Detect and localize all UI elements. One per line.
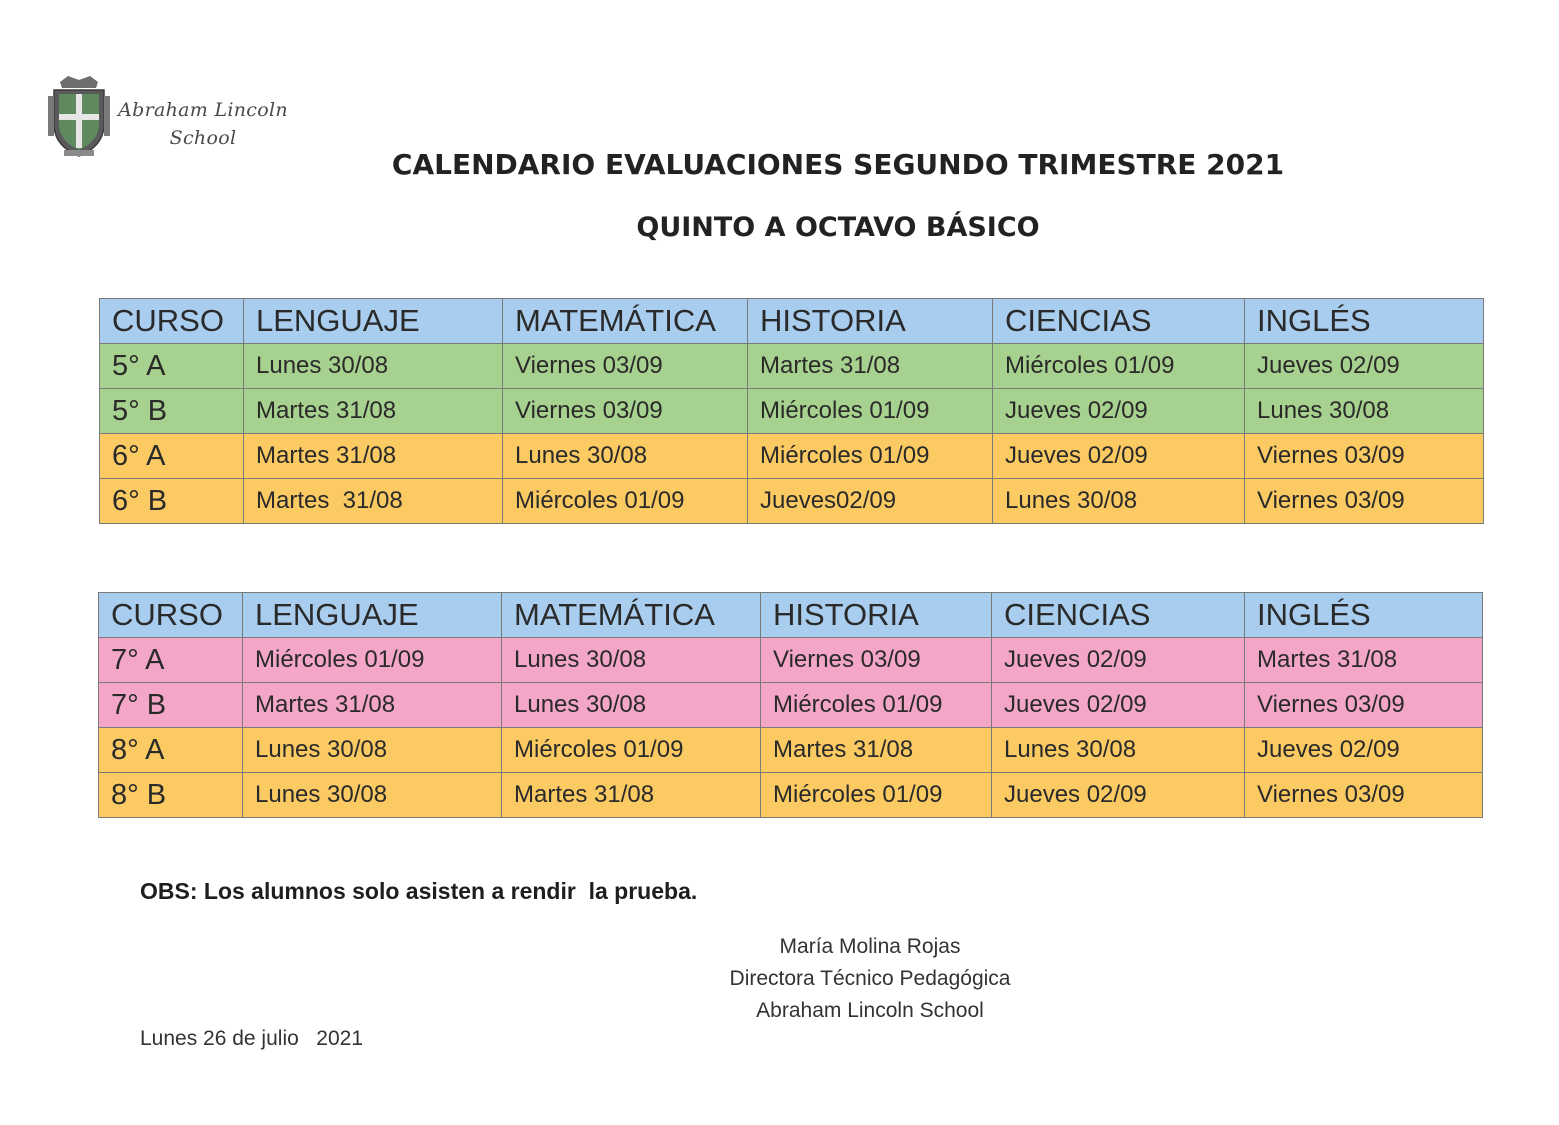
table-row [99,638,1483,683]
header-ciencias: CIENCIAS [993,299,1245,344]
table-row [99,728,1483,773]
date-cell: Lunes 30/08 [503,434,748,479]
signer-school: Abraham Lincoln School [756,999,984,1022]
date-cell: Martes 31/08 [244,389,503,434]
header-historia: HISTORIA [761,593,992,638]
date-cell: Viernes 03/09 [503,389,748,434]
table-row [100,389,1484,434]
date-cell: Martes 31/08 [244,434,503,479]
date-cell: Lunes 30/08 [993,479,1245,524]
date-cell: Jueves 02/09 [993,434,1245,479]
date-cell: Martes 31/08 [1245,638,1483,683]
date-cell: Miércoles 01/09 [993,344,1245,389]
course-cell: 7° B [99,683,243,728]
date-cell: Miércoles 01/09 [748,434,993,479]
header-curso: CURSO [99,593,243,638]
course-cell: 5° A [100,344,244,389]
date-cell: Jueves 02/09 [992,773,1245,818]
table-header-row [100,299,1484,344]
date-cell: Lunes 30/08 [992,728,1245,773]
schedule-table-5-6 [99,298,1484,524]
header-ingles: INGLÉS [1245,593,1483,638]
observation-note [140,878,697,905]
table-row [100,479,1484,524]
date-cell: Miércoles 01/09 [761,773,992,818]
date-cell: Viernes 03/09 [761,638,992,683]
course-cell: 6° B [100,479,244,524]
date-cell: Viernes 03/09 [1245,683,1483,728]
obs-label: OBS [140,878,190,904]
date-cell: Martes 31/08 [243,683,502,728]
date-cell: Miércoles 01/09 [748,389,993,434]
course-cell: 8° B [99,773,243,818]
document-subtitle: QUINTO A OCTAVO BÁSICO [636,212,1040,243]
date-cell: Viernes 03/09 [1245,479,1484,524]
schedule-table-7-8 [98,592,1483,818]
date-cell: Viernes 03/09 [1245,434,1484,479]
date-cell: Lunes 30/08 [502,638,761,683]
course-cell: 5° B [100,389,244,434]
date-cell: Jueves 02/09 [993,389,1245,434]
header-ingles: INGLÉS [1245,299,1484,344]
date-cell: Jueves 02/09 [1245,728,1483,773]
header-matematica: MATEMÁTICA [503,299,748,344]
header-ciencias: CIENCIAS [992,593,1245,638]
header-historia: HISTORIA [748,299,993,344]
date-cell: Miércoles 01/09 [503,479,748,524]
date-cell: Viernes 03/09 [503,344,748,389]
table-row [99,683,1483,728]
table-row [99,773,1483,818]
date-cell: Miércoles 01/09 [761,683,992,728]
signer-name: María Molina Rojas [779,935,961,958]
course-cell: 8° A [99,728,243,773]
date-cell: Martes 31/08 [748,344,993,389]
date-cell: Lunes 30/08 [243,728,502,773]
date-cell: Lunes 30/08 [243,773,502,818]
header-matematica: MATEMÁTICA [502,593,761,638]
date-cell: Viernes 03/09 [1245,773,1483,818]
header-lenguaje: LENGUAJE [244,299,503,344]
date-cell: Martes 31/08 [244,479,503,524]
document-date: Lunes 26 de julio 2021 [140,1027,364,1050]
date-cell: Jueves 02/09 [992,683,1245,728]
date-cell: Jueves 02/09 [992,638,1245,683]
date-cell: Lunes 30/08 [1245,389,1484,434]
course-cell: 6° A [100,434,244,479]
obs-text: : Los alumnos solo asisten a rendir la prueba. [189,878,698,904]
date-cell: Jueves02/09 [748,479,993,524]
date-cell: Miércoles 01/09 [502,728,761,773]
course-cell: 7° A [99,638,243,683]
date-cell: Miércoles 01/09 [243,638,502,683]
table-header-row [99,593,1483,638]
document-title: CALENDARIO EVALUACIONES SEGUNDO TRIMESTRE 2021 [391,148,1285,181]
header-lenguaje: LENGUAJE [243,593,502,638]
signer-role: Directora Técnico Pedagógica [729,967,1011,990]
school-name-line2: School [169,127,237,149]
date-cell: Martes 31/08 [761,728,992,773]
header-curso: CURSO [100,299,244,344]
school-name [118,96,288,152]
date-cell: Lunes 30/08 [502,683,761,728]
table-row [100,344,1484,389]
school-name-line1: Abraham Lincoln [118,99,288,121]
date-cell: Jueves 02/09 [1245,344,1484,389]
date-cell: Martes 31/08 [502,773,761,818]
school-crest-logo [46,74,112,158]
date-cell: Lunes 30/08 [244,344,503,389]
table-row [100,434,1484,479]
